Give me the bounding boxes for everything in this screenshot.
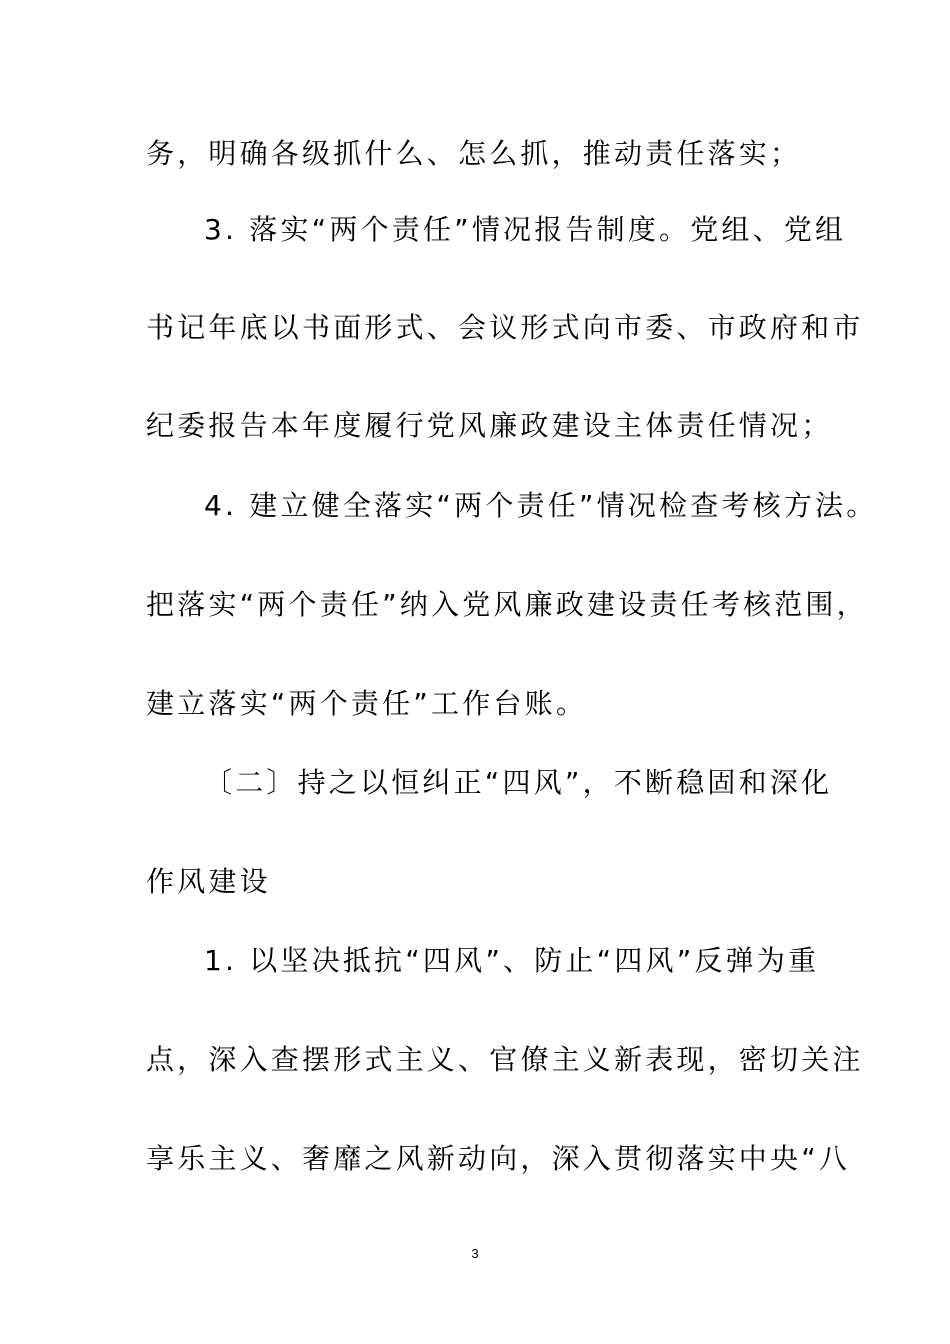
text-line: 把落实“两个责任”纳入党风廉政建设责任考核范围， [146, 588, 868, 621]
text-line: 3. 落实“两个责任”情况报告制度。党组、党组 [204, 213, 847, 246]
text-line: 建立落实“两个责任”工作台账。 [146, 687, 588, 720]
text-line: 4. 建立健全落实“两个责任”情况检查考核方法。 [204, 489, 878, 522]
text-line: 务，明确各级抓什么、怎么抓，推动责任落实； [146, 137, 802, 170]
page-number: 3 [471, 1246, 479, 1261]
text-line: 1. 以坚决抵抗“四风”、防止“四风”反弹为重 [204, 944, 820, 977]
text-line: 作风建设 [146, 865, 271, 898]
text-line: 纪委报告本年度履行党风廉政建设主体责任情况； [146, 409, 833, 442]
text-line: 〔二〕持之以恒纠正“四风”，不断稳固和深化 [204, 766, 833, 799]
text-line: 享乐主义、奢靡之风新动向，深入贯彻落实中央“八 [146, 1142, 851, 1175]
text-line: 书记年底以书面形式、会议形式向市委、市政府和市 [146, 311, 864, 344]
text-line: 点，深入查摆形式主义、官僚主义新表现，密切关注 [146, 1043, 864, 1076]
